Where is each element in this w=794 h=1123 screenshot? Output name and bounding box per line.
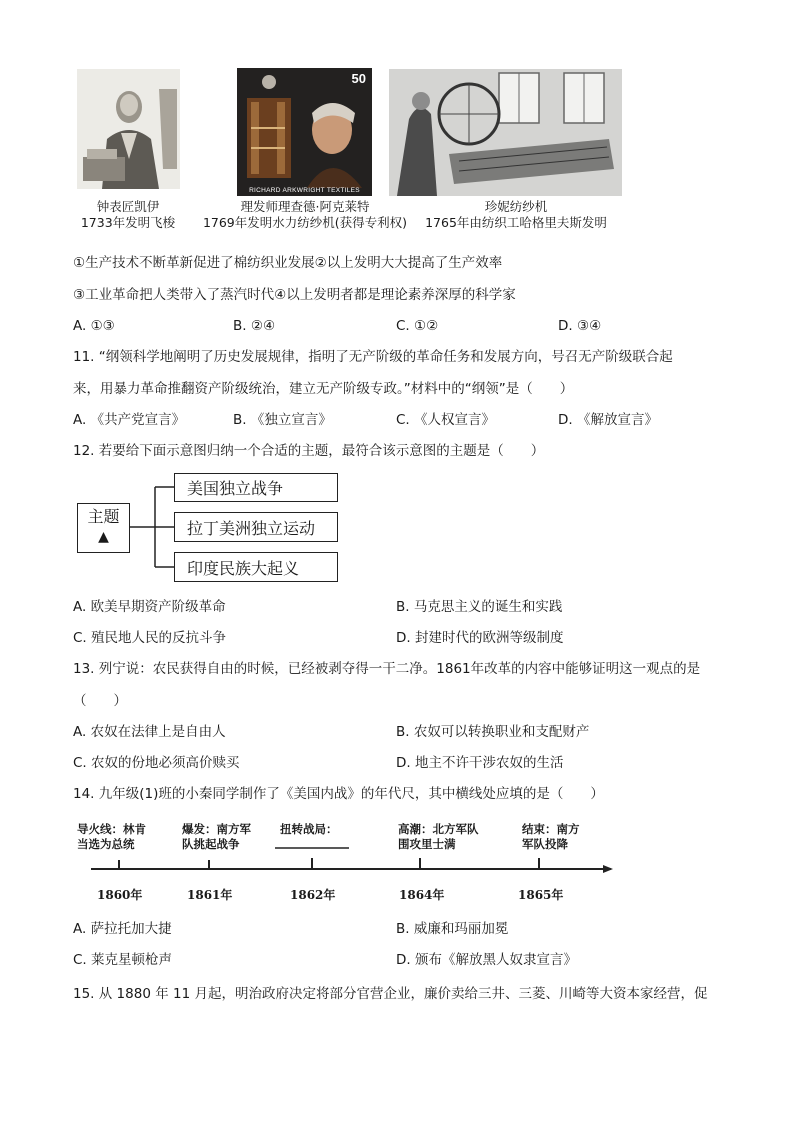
q10-option-d[interactable]: D. ③④ [558,318,602,334]
q12-option-d[interactable]: D. 封建时代的欧洲等级制度 [396,630,564,646]
q13-question-line-2: （ ） [73,693,127,709]
q13-option-a[interactable]: A. 农奴在法律上是自由人 [73,724,226,740]
q10-statement-line-2: ③工业革命把人类带入了蒸汽时代④以上发明者都是理论素养深厚的科学家 [73,287,516,303]
q11-option-d[interactable]: D. 《解放宣言》 [558,412,658,428]
diagram-item-box: 拉丁美洲独立运动 [174,512,338,542]
q13-option-b[interactable]: B. 农奴可以转换职业和支配财产 [396,724,590,740]
timeline-label-1862: 扭转战局： [280,822,338,836]
q10-option-c[interactable]: C. ①② [396,318,439,334]
q10-option-b[interactable]: B. ②④ [233,318,276,334]
civil-war-timeline [77,818,622,908]
triangle-icon: ▲ [98,529,109,545]
q13-option-d[interactable]: D. 地主不许干涉农奴的生活 [396,755,564,771]
q10-option-a[interactable]: A. ①③ [73,318,115,334]
timeline-label-1865: 结束：南方 军队投降 [522,822,580,851]
arkwright-stamp-image [237,68,372,196]
timeline-year: 1860年 [97,888,143,902]
timeline-year: 1862年 [290,888,336,902]
q14-option-a[interactable]: A. 萨拉托加大捷 [73,921,172,937]
q10-statement-line-1: ①生产技术不断革新促进了棉纺织业发展②以上发明大大提高了生产效率 [73,255,503,271]
diagram-root-box [77,503,130,553]
q13-option-c[interactable]: C. 农奴的份地必须高价赎买 [73,755,240,771]
q11-question-line-2: 来，用暴力革命推翻资产阶级统治，建立无产阶级专政。”材料中的“纲领”是（ ） [73,381,574,397]
diagram-item-box: 美国独立战争 [174,473,338,502]
q11-option-c[interactable]: C. 《人权宣言》 [396,412,496,428]
stamp-value: 50 [351,71,366,86]
timeline-year: 1861年 [187,888,233,902]
diagram-item-box: 印度民族大起义 [174,552,338,582]
diagram-root-label: 主题 [87,507,120,526]
q11-question-line-1: 11. “纲领科学地阐明了历史发展规律，指明了无产阶级的革命任务和发展方向，号召无产阶级联合起 [73,349,673,365]
q11-option-a[interactable]: A. 《共产党宣言》 [73,412,186,428]
q15-question-line-1: 15. 从 1880 年 11 月起，明治政府决定将部分官营企业，廉价卖给三井、三菱、川崎等大资本家经营，促 [73,986,708,1002]
figure-caption-jenny: 珍妮纺纱机 1765年由纺织工哈格里夫斯发明 [425,199,607,230]
q13-question-line-1: 13. 列宁说：农民获得自由的时候，已经被剥夺得一干二净。1861年改革的内容中能够证明这一观点的是 [73,661,701,677]
q12-question-line: 12. 若要给下面示意图归纳一个合适的主题，最符合该示意图的主题是（ ） [73,443,545,459]
timeline-label-1864: 高潮：北方军队 围攻里士满 [398,822,479,851]
q12-option-b[interactable]: B. 马克思主义的诞生和实践 [396,599,563,615]
stamp-text: RICHARD ARKWRIGHT TEXTILES [249,187,360,194]
theme-diagram [77,472,342,587]
q14-option-c[interactable]: C. 莱克星顿枪声 [73,952,173,968]
timeline-year: 1864年 [399,888,445,902]
spinning-jenny-image [389,69,622,196]
q14-option-d[interactable]: D. 颁布《解放黑人奴隶宣言》 [396,952,577,968]
figure-caption-kay: 钟表匠凯伊 1733年发明飞梭 [80,199,176,230]
timeline-label-1861: 爆发：南方军 队挑起战争 [182,822,251,851]
timeline-label-1860: 导火线：林肯 当选为总统 [77,822,146,851]
q14-question-line: 14. 九年级(1)班的小秦同学制作了《美国内战》的年代尺，其中横线处应填的是（ ） [73,786,604,802]
timeline-year: 1865年 [518,888,564,902]
q12-option-c[interactable]: C. 殖民地人民的反抗斗争 [73,630,227,646]
q12-option-a[interactable]: A. 欧美早期资产阶级革命 [73,599,226,615]
kay-portrait-image [77,69,180,189]
figure-caption-arkwright: 理发师理查德·阿克莱特 1769年发明水力纺纱机(获得专利权) [202,199,408,230]
q14-option-b[interactable]: B. 威廉和玛丽加冕 [396,921,509,937]
q11-option-b[interactable]: B. 《独立宣言》 [233,412,332,428]
